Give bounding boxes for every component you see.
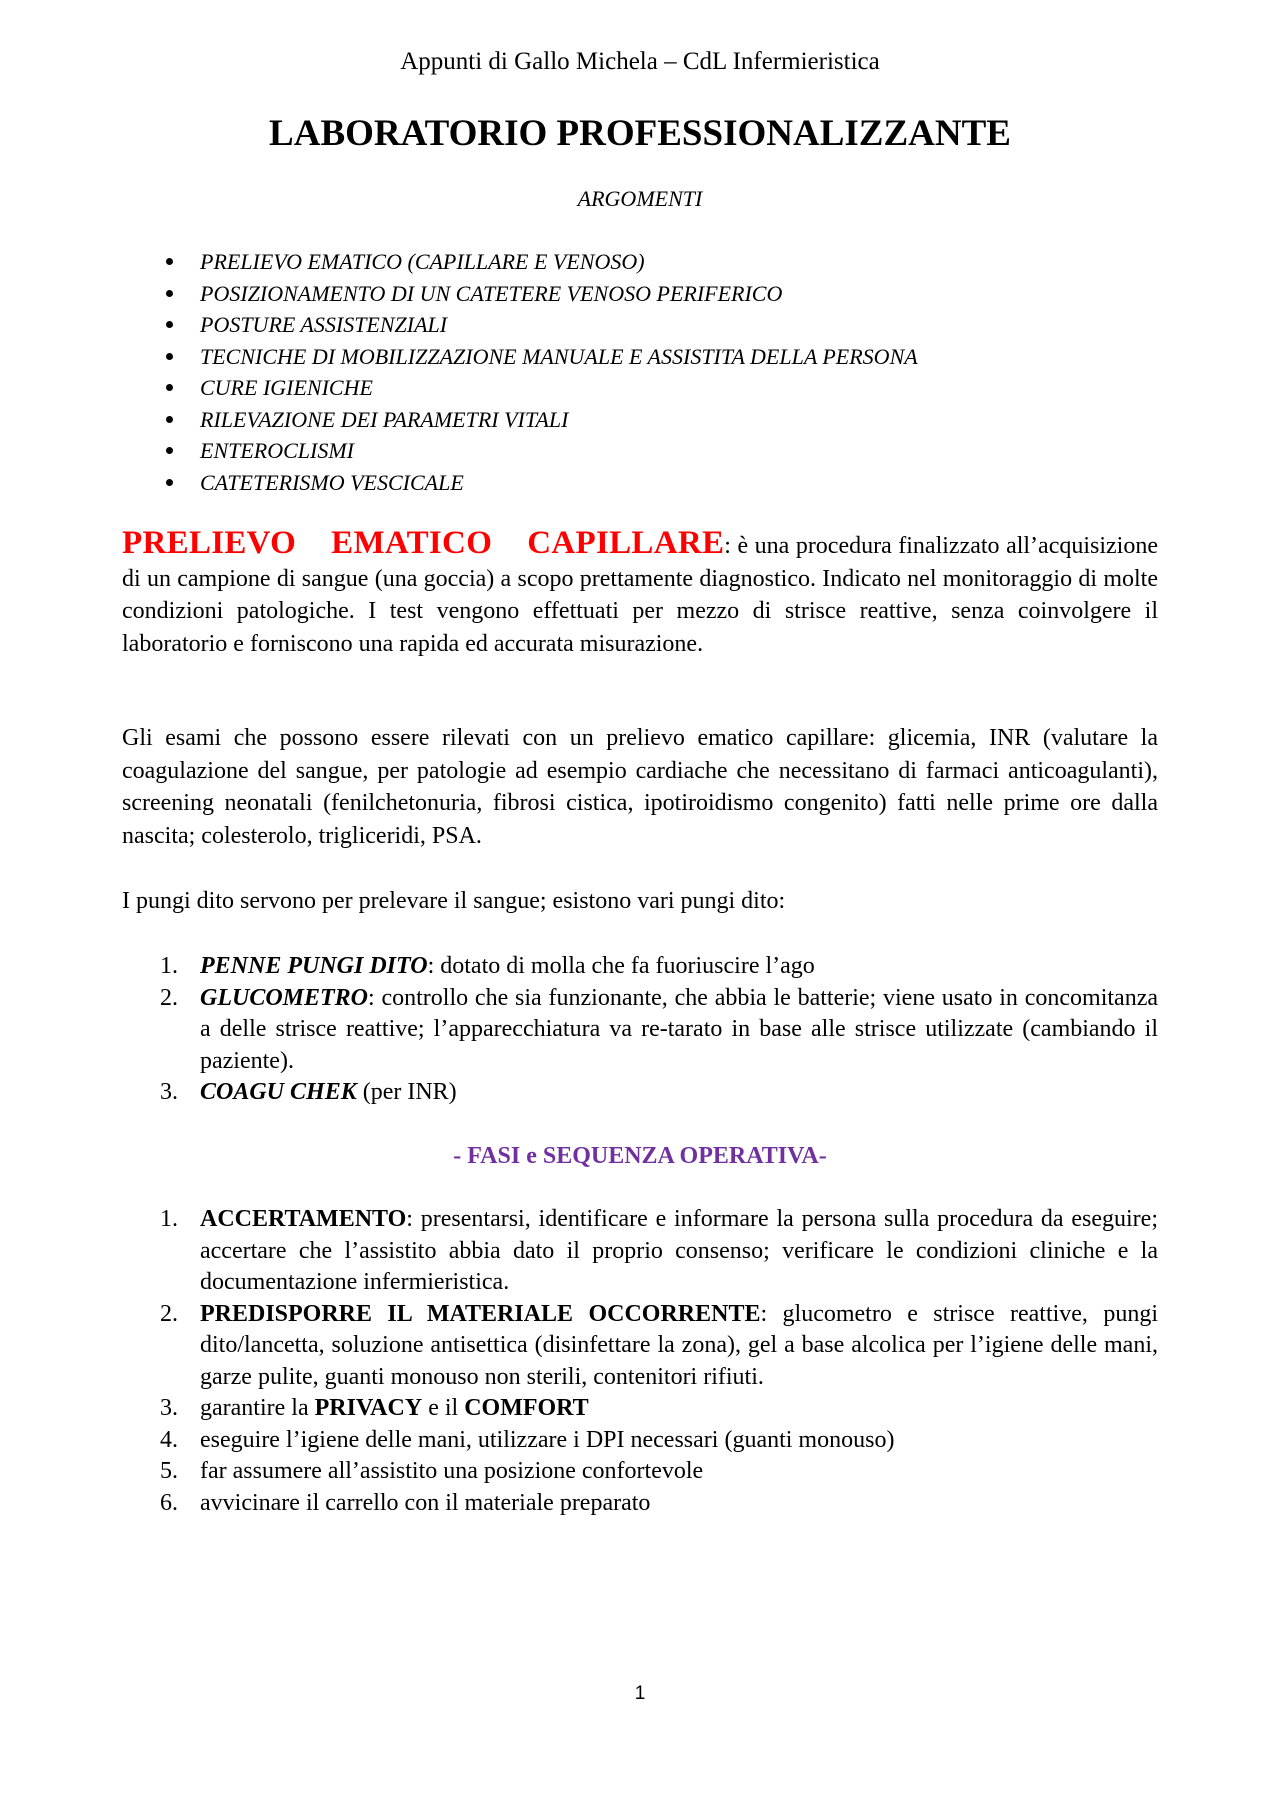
page-number: 1 (634, 1683, 646, 1704)
step-item-pre: far assumere all’assistito una posizione confortevole (200, 1458, 704, 1484)
device-item-text: : dotato di molla che fa fuoriuscire l’ago (427, 953, 815, 979)
step-item-bold: ACCERTAMENTO (200, 1206, 407, 1232)
topics-subtitle: ARGOMENTI (577, 186, 703, 211)
device-item-text: (per INR) (356, 1079, 457, 1105)
device-item-number: 1. (160, 953, 178, 979)
device-item-number: 2. (160, 984, 178, 1011)
step-item (150, 1456, 1158, 1488)
step-item-bold2: COMFORT (464, 1395, 589, 1421)
exams-paragraph: Gli esami che possono essere rilevati con un prelievo ematico capillare: glicemia, INR (valutare la coagulazione del sangue, per patologie ad esempio cardiache che necessitano di farmaci anticoagulanti), screening neonatali (fenilchetonuria, fibrosi cistica, ipotiroidismo congenito) fatti nelle prime ore dalla nascita; colesterolo, trigliceridi, PSA. (122, 725, 1158, 849)
device-item-number: 3. (160, 1079, 178, 1105)
section-heading: - FASI e SEQUENZA OPERATIVA- (453, 1143, 827, 1169)
device-item-term: GLUCOMETRO (200, 984, 369, 1011)
step-item-pre: eseguire l’igiene delle mani, utilizzare i DPI necessari (guanti monouso) (200, 1426, 895, 1453)
topic-item: POSTURE ASSISTENZIALI (160, 309, 918, 341)
device-item (150, 951, 1158, 983)
device-item-term: COAGU CHEK (200, 1079, 357, 1105)
lancets-paragraph: I pungi dito servono per prelevare il sangue; esistono vari pungi dito: (122, 888, 786, 914)
device-item-text: : controllo che sia funzionante, che abbia le batterie; viene usato in concomitanza a delle strisce reattive; l’apparecchiatura va re-tarato in base alle strisce utilizzate (cambiando il paziente). (200, 984, 1158, 1074)
step-item-pre: avvicinare il carrello con il materiale preparato (200, 1489, 651, 1516)
step-item (150, 1425, 1158, 1457)
step-item-number: 2. (160, 1300, 178, 1327)
topic-item: CURE IGIENICHE (160, 372, 918, 404)
topic-item: RILEVAZIONE DEI PARAMETRI VITALI (160, 404, 918, 436)
step-item (150, 1393, 1158, 1425)
step-item (150, 1204, 1158, 1299)
device-item (150, 1077, 1158, 1109)
step-item-number: 1. (160, 1206, 178, 1232)
step-item-pre: garantire la (200, 1395, 315, 1421)
step-item-number: 5. (160, 1458, 178, 1484)
step-item-mid: e il (422, 1395, 465, 1421)
step-item-number: 6. (160, 1489, 178, 1516)
device-item-term: PENNE PUNGI DITO (200, 953, 428, 979)
step-item (150, 1299, 1158, 1394)
device-item (150, 983, 1158, 1078)
step-item-number: 3. (160, 1395, 178, 1421)
step-item-number: 4. (160, 1426, 178, 1453)
intro-paragraph (122, 527, 1158, 660)
step-item-bold: PRIVACY (314, 1395, 423, 1421)
page-title: LABORATORIO PROFESSIONALIZZANTE (269, 113, 1011, 154)
topic-item: PRELIEVO EMATICO (CAPILLARE E VENOSO) (160, 246, 918, 278)
topic-item: CATETERISMO VESCICALE (160, 467, 918, 499)
topic-item: TECNICHE DI MOBILIZZAZIONE MANUALE E ASSISTITA DELLA PERSONA (160, 341, 918, 373)
topic-item: ENTEROCLISMI (160, 435, 918, 467)
intro-lead-heading: PRELIEVO EMATICO CAPILLARE (122, 525, 725, 561)
intro-text: : è una procedura finalizzato all’acquisizione di un campione di sangue (una goccia) a scopo prettamente diagnostico. Indicato nel monitoraggio di molte condizioni patologiche. I test vengono effettuati per mezzo di strisce reattive, senza coinvolgere il laboratorio e forniscono una rapida ed accurata misurazione. (122, 533, 1158, 657)
topic-item: POSIZIONAMENTO DI UN CATETERE VENOSO PERIFERICO (160, 278, 918, 310)
devices-list (150, 951, 1158, 1109)
step-item-bold: PREDISPORRE IL MATERIALE OCCORRENTE (200, 1300, 761, 1327)
steps-list (150, 1204, 1158, 1519)
page-header: Appunti di Gallo Michela – CdL Infermieristica (400, 48, 880, 75)
step-item (150, 1488, 1158, 1520)
step-item-post: : presentarsi, identificare e informare la persona sulla procedura da eseguire; accertare che l’assistito abbia dato il proprio consenso; verificare le condizioni cliniche e la documentazione infermieristica. (200, 1206, 1158, 1295)
topics-list (160, 246, 918, 498)
step-item-post: : glucometro e strisce reattive, pungi dito/lancetta, soluzione antisettica (disinfettare la zona), gel a base alcolica per l’igiene delle mani, garze pulite, guanti monouso non sterili, contenitori rifiuti. (200, 1300, 1158, 1390)
